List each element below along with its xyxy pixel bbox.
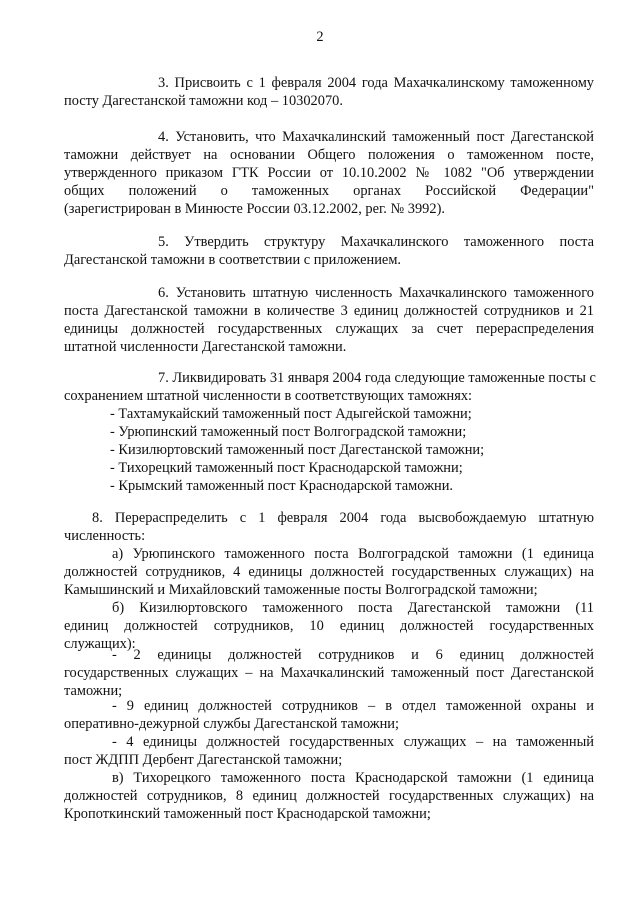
subparagraph-b: [64, 599, 594, 653]
text-line: оперативно-дежурной службы Дагестанской таможни;: [64, 716, 400, 732]
text-line: пост ЖДПП Дербент Дагестанской таможни;: [64, 752, 343, 768]
text-line: в) Тихорецкого таможенного поста Краснодарской таможни (1 единица: [112, 770, 594, 786]
text-line: единицы должностей государственных служащих за счет перераспределения: [64, 321, 594, 337]
text-line: таможни действует на основании Общего положения о таможенном посте,: [64, 147, 594, 163]
text-line: 6. Установить штатную численность Махачкалинского таможенного: [158, 285, 594, 301]
text-line: 5. Утвердить структуру Махачкалинского таможенного поста: [158, 234, 594, 250]
text-line: - 4 единицы должностей государственных служащих – на таможенный: [112, 734, 594, 750]
text-line: численность:: [64, 528, 146, 544]
subparagraph-b-3: [64, 733, 594, 769]
text-line: Кропоткинский таможенный пост Краснодарской таможни;: [64, 806, 431, 822]
text-line: сохранением штатной численности в соответствующих таможнях:: [64, 388, 473, 404]
text-line: единиц должностей сотрудников, 10 единиц должностей государственных: [64, 618, 594, 634]
paragraph-3: [64, 74, 594, 110]
text-line: Камышинский и Михайловский таможенные посты Волгоградской таможни;: [64, 582, 538, 598]
text-line: должностей сотрудников, 8 единиц должностей государственных служащих) на: [64, 788, 594, 804]
text-line: поста Дагестанской таможни в количестве 3 единиц должностей сотрудников и 21: [64, 303, 594, 319]
text-line: посту Дагестанской таможни код – 10302070.: [64, 93, 343, 109]
text-line: (зарегистрирован в Минюсте России 03.12.2002, рег. № 3992).: [64, 201, 445, 217]
list-item: - Крымский таможенный пост Краснодарской таможни.: [110, 478, 454, 494]
text-line: штатной численности Дагестанской таможни.: [64, 339, 347, 355]
subparagraph-b-1: [64, 646, 594, 700]
text-line: а) Урюпинского таможенного поста Волгоградской таможни (1 единица: [112, 546, 594, 562]
text-line: государственных служащих – на Махачкалинский таможенный пост Дагестанской: [64, 665, 594, 681]
text-line: - 9 единиц должностей сотрудников – в отдел таможенной охраны и: [112, 698, 594, 714]
paragraph-4: [64, 128, 594, 218]
text-line: 3. Присвоить с 1 февраля 2004 года Махачкалинскому таможенному: [158, 75, 594, 91]
paragraph-8: [64, 509, 594, 545]
page-number: 2: [316, 29, 324, 45]
text-line: утвержденного приказом ГТК России от 10.10.2002 № 1082 "Об утверждении: [64, 165, 594, 181]
text-line: б) Кизилюртовского таможенного поста Дагестанской таможни (11: [112, 600, 594, 616]
paragraph-6: [64, 284, 594, 356]
text-line: - 2 единицы должностей сотрудников и 6 единиц должностей: [112, 647, 594, 663]
text-line: 7. Ликвидировать 31 января 2004 года следующие таможенные посты с: [158, 370, 596, 386]
text-line: таможни;: [64, 683, 123, 699]
text-line: 4. Установить, что Махачкалинский таможенный пост Дагестанской: [158, 129, 594, 145]
text-line: Дагестанской таможни в соответствии с приложением.: [64, 252, 402, 268]
list-item: - Тихорецкий таможенный пост Краснодарской таможни;: [110, 460, 463, 476]
subparagraph-a: [64, 545, 594, 599]
paragraph-7: [64, 369, 594, 495]
list-item: - Тахтамукайский таможенный пост Адыгейской таможни;: [110, 406, 472, 422]
text-line: 8. Перераспределить с 1 февраля 2004 года высвобождаемую штатную: [92, 510, 594, 526]
subparagraph-b-2: [64, 697, 594, 733]
subparagraph-c: [64, 769, 594, 823]
text-line: должностей сотрудников, 4 единицы должностей государственных служащих) на: [64, 564, 594, 580]
list-item: - Урюпинский таможенный пост Волгоградской таможни;: [110, 424, 467, 440]
text-line: общих положений о таможенных органах Российской Федерации": [64, 183, 594, 199]
paragraph-5: [64, 233, 594, 269]
list-item: - Кизилюртовский таможенный пост Дагестанской таможни;: [110, 442, 485, 458]
text-line: служащих):: [64, 636, 136, 652]
